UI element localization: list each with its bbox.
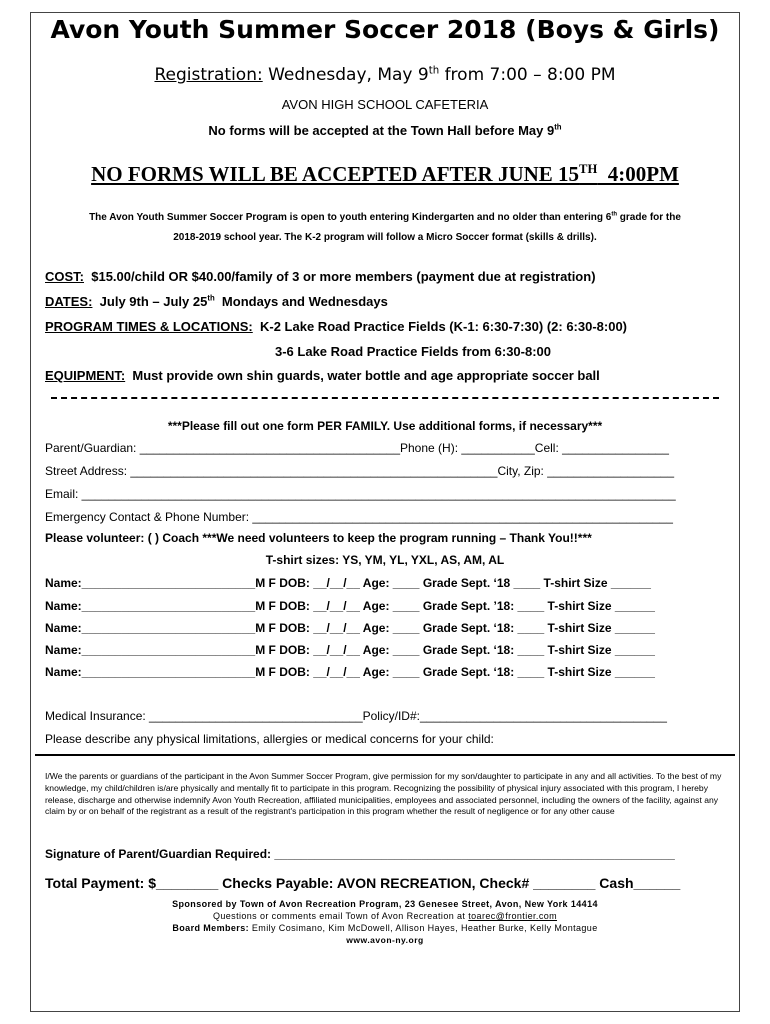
- dates-label: DATES:: [45, 294, 93, 309]
- child-row[interactable]: Name:__________________________M F DOB: __/__/__ Age: ____ Grade Sept. ‘18: ____ T-shirt Size ______: [45, 643, 655, 657]
- volunteer-line[interactable]: Please volunteer: ( ) Coach ***We need volunteers to keep the program running – Thank You!!***: [45, 531, 592, 545]
- release-waiver: I/We the parents or guardians of the participant in the Avon Summer Soccer Program, give permission for my son/daughter to participate in any and all activities. To the best of my knowledge, my child/children is/are physically and mentally fit to participate in this program. Recognizing the possibility of physical injury associated with this program, I hereby release, discharge and otherwise indemnify Avon Youth Recreation, affiliated municipalities, employees and associated personnel, including the owners of the facility, against any claim by or on behalf of the registrant as a result of the registrant's participation in this program whether the result of negligence or for any other cause: [45, 771, 722, 817]
- limitations-answer-line[interactable]: [35, 754, 735, 756]
- registration-label: Registration:: [154, 65, 263, 85]
- intro-line1: The Avon Youth Summer Soccer Program is open to youth entering Kindergarten and no older than entering 6: [89, 212, 612, 223]
- program-label: PROGRAM TIMES & LOCATIONS:: [45, 319, 253, 334]
- total-payment-line[interactable]: Total Payment: $________ Checks Payable: AVON RECREATION, Check# ________ Cash______: [45, 875, 681, 891]
- board-members-names: Emily Cosimano, Kim McDowell, Allison Hayes, Heather Burke, Kelly Montague: [249, 923, 598, 933]
- dates-days: Mondays and Wednesdays: [214, 294, 388, 309]
- dates-line: [45, 294, 388, 309]
- child-row[interactable]: Name:__________________________M F DOB: __/__/__ Age: ____ Grade Sept. ‘18: ____ T-shirt Size ______: [45, 621, 655, 635]
- child-row[interactable]: Name:__________________________M F DOB: __/__/__ Age: ____ Grade Sept. ’18: ____ T-shirt Size ______: [45, 599, 655, 613]
- board-members-label: Board Members:: [172, 923, 249, 933]
- one-form-note: ***Please fill out one form PER FAMILY. Use additional forms, if necessary***: [167, 419, 603, 433]
- program-line2: 3-6 Lake Road Practice Fields from 6:30-8:00: [275, 344, 552, 359]
- email-field[interactable]: Email: _________________________________________________________________________________________: [45, 487, 676, 501]
- intro-line2: 2018-2019 school year. The K-2 program will follow a Micro Soccer format (skills & drills).: [173, 232, 597, 243]
- emergency-contact-field[interactable]: Emergency Contact & Phone Number: _______________________________________________________________: [45, 510, 673, 524]
- registration-form-page: [30, 12, 740, 1012]
- equipment-text: Must provide own shin guards, water bottle and age appropriate soccer ball: [132, 368, 600, 383]
- child-row[interactable]: Name:__________________________M F DOB: __/__/__ Age: ____ Grade Sept. ‘18 ____ T-shirt Size ______: [45, 576, 651, 590]
- deadline-sup: TH: [579, 162, 598, 176]
- cut-line: [51, 397, 719, 399]
- town-hall-note-sup: th: [554, 122, 562, 132]
- dates-text: July 9th – July 25: [99, 294, 208, 309]
- dates-sup: th: [207, 293, 215, 303]
- form-title: Avon Youth Summer Soccer 2018 (Boys & Girls): [50, 15, 720, 44]
- town-hall-note: [31, 123, 739, 138]
- website[interactable]: www.avon-ny.org: [346, 935, 424, 945]
- cost-line: [45, 269, 596, 284]
- venue: AVON HIGH SCHOOL CAFETERIA: [281, 97, 489, 112]
- signature-field[interactable]: Signature of Parent/Guardian Required: ____________________________________________________________: [45, 847, 675, 861]
- sponsor-line: Sponsored by Town of Avon Recreation Program, 23 Genesee Street, Avon, New York 14414: [172, 899, 598, 909]
- program-intro: [41, 208, 729, 248]
- registration-time: from 7:00 – 8:00 PM: [439, 65, 616, 85]
- registration-date-sup: th: [428, 65, 440, 77]
- questions-line: [31, 911, 739, 921]
- cost-label: COST:: [45, 269, 84, 284]
- equipment-line: [45, 368, 600, 383]
- cost-text: $15.00/child OR $40.00/family of 3 or more members (payment due at registration): [91, 269, 596, 284]
- deadline-time: 4:00PM: [597, 162, 679, 186]
- contact-email-link[interactable]: toarec@frontier.com: [468, 911, 558, 921]
- town-hall-note-text: No forms will be accepted at the Town Hall before May 9: [208, 123, 555, 138]
- medical-insurance-field[interactable]: Medical Insurance: ________________________________Policy/ID#:_____________________________________: [45, 709, 667, 723]
- questions-text: Questions or comments email Town of Avon Recreation at: [212, 911, 469, 921]
- intro-sup: th: [611, 211, 618, 218]
- deadline-text: NO FORMS WILL BE ACCEPTED AFTER JUNE 15: [91, 162, 580, 186]
- registration-date: Wednesday, May 9: [268, 65, 429, 85]
- child-row[interactable]: Name:__________________________M F DOB: __/__/__ Age: ____ Grade Sept. ‘18: ____ T-shirt Size ______: [45, 665, 655, 679]
- program-line: [45, 319, 627, 334]
- limitations-prompt: Please describe any physical limitations, allergies or medical concerns for your child:: [45, 732, 494, 746]
- intro-line1-end: grade for the: [617, 212, 681, 223]
- equipment-label: EQUIPMENT:: [45, 368, 126, 383]
- parent-guardian-field[interactable]: Parent/Guardian: _______________________________________Phone (H): ___________Cell: ________________: [45, 441, 669, 455]
- board-members-line: [31, 923, 739, 933]
- tshirt-sizes: T-shirt sizes: YS, YM, YL, YXL, AS, AM, AL: [265, 553, 505, 567]
- program-line1: K-2 Lake Road Practice Fields (K-1: 6:30-7:30) (2: 6:30-8:00): [260, 319, 628, 334]
- registration-line: [31, 65, 739, 85]
- deadline-heading: [31, 162, 739, 187]
- street-address-field[interactable]: Street Address: _______________________________________________________City, Zip: ___________________: [45, 464, 675, 478]
